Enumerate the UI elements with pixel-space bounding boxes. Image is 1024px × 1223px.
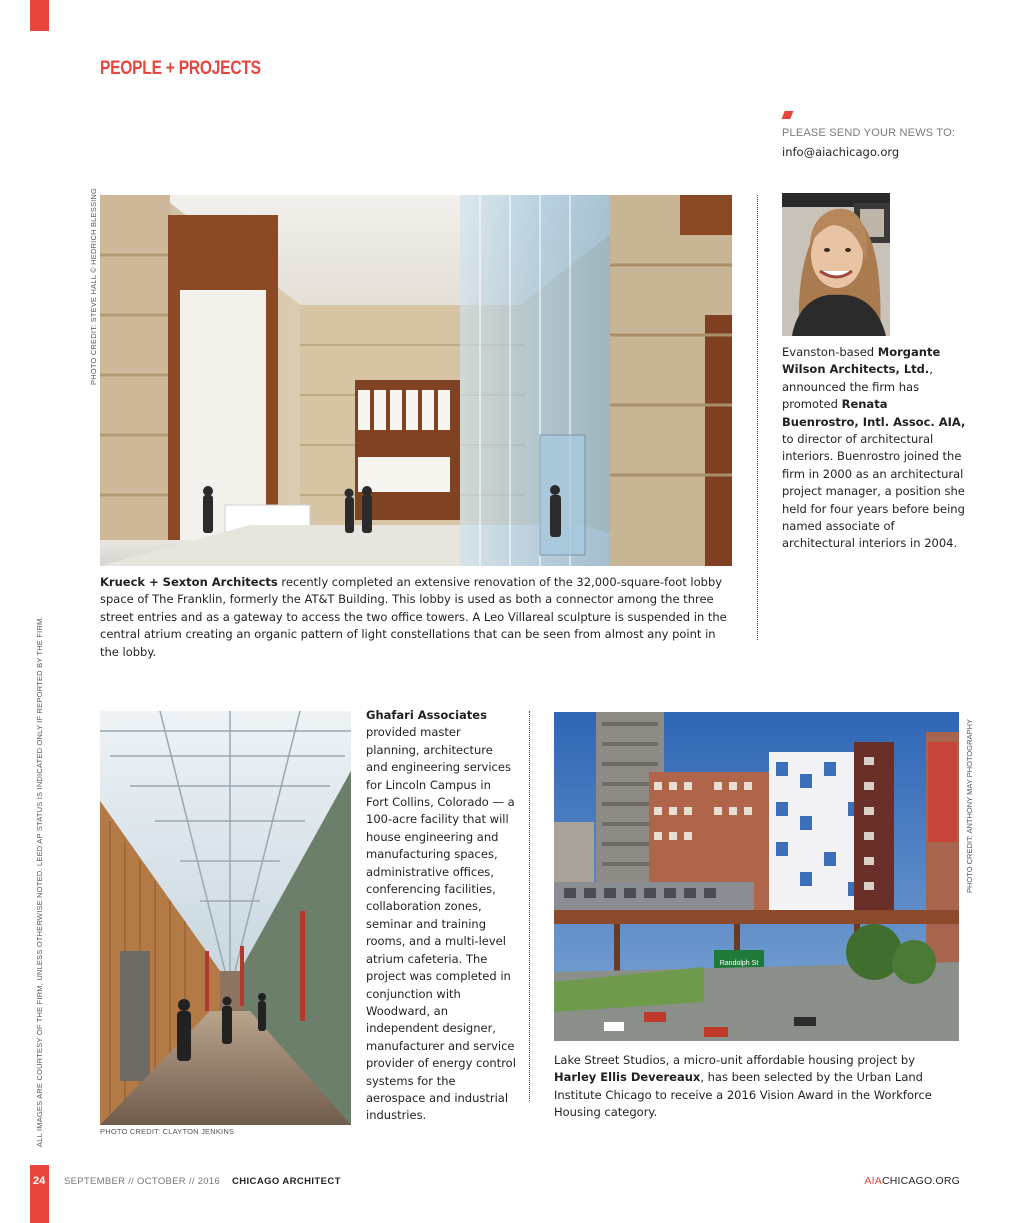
krueck-photo-credit: PHOTO CREDIT: STEVE HALL © HEDRICH BLESSING [89, 187, 98, 385]
krueck-caption-text: recently completed an extensive renovation of the 32,000-square-foot lobby space of The Franklin, formerly the AT&T Building. This lobby is used as both a connector among the three street entries and as a gateway to access the two office towers. A Leo Villareal sculpture is suspended in the central atrium creating an organic pattern of light constellations that can be seen from almost any point in the lobby. [100, 575, 727, 659]
ghafari-text: provided master planning, architecture and engineering services for Lincoln Campus in Fort Collins, Colorado — a 100-acre facility that will house engineering and manufacturing spaces, administrative offices, conferencing facilities, collaboration zones, seminar and training rooms, and a multi-level atrium cafeteria. The project was completed in conjunction with Woodward, an independent designer, manufacturer and service provider of energy control systems for the aerospace and industrial industries. [366, 725, 516, 1123]
lake-street-photo [554, 712, 959, 1041]
issue-date: SEPTEMBER // OCTOBER // 2016 [64, 1176, 221, 1187]
side-image-credit: ALL IMAGES ARE COURTESY OF THE FIRM, UNLESS OTHERWISE NOTED. LEED AP STATUS IS INDICATED ONLY IF REPORTED BY THE FIRM. [35, 616, 44, 1147]
column-divider-top [757, 195, 758, 640]
morgante-text-1: Evanston-based [782, 345, 878, 359]
website-accent: AIA [864, 1175, 882, 1187]
lake-street-firm-name: Harley Ellis Devereaux [554, 1070, 701, 1085]
lake-street-text-1: Lake Street Studios, a micro-unit affordable housing project by [554, 1053, 916, 1067]
news-slash-mark: //////// [782, 110, 791, 122]
column-divider-bottom [529, 711, 530, 1101]
section-title: PEOPLE + PROJECTS [100, 58, 261, 79]
morgante-text-2: , announced the firm has promoted [782, 362, 933, 412]
website-link[interactable] [864, 1175, 960, 1187]
bottom-red-tab [30, 1165, 49, 1223]
news-email-link[interactable]: info@aiachicago.org [782, 145, 900, 159]
page-number: 24 [33, 1175, 46, 1187]
portrait-photo [782, 193, 890, 336]
atrium-photo [100, 711, 351, 1125]
magazine-name: CHICAGO ARCHITECT [232, 1176, 341, 1187]
top-red-tab [30, 0, 49, 31]
krueck-caption [100, 574, 732, 661]
lake-street-photo-credit: PHOTO CREDIT: ANTHONY MAY PHOTOGRAPHY [965, 719, 974, 893]
lake-street-sign-text: Randolph St [719, 960, 759, 967]
lake-street-caption [554, 1052, 959, 1122]
morgante-firm-name: Morgante Wilson Architects, Ltd. [782, 345, 941, 377]
ghafari-firm-name: Ghafari Associates [366, 708, 487, 722]
lake-street-text-2: , has been selected by the Urban Land Institute Chicago to receive a 2016 Vision Award in the Workforce Housing category. [554, 1070, 932, 1120]
morgante-text-3: to director of architectural interiors. Buenrostro joined the firm in 2000 as an architectural project manager, a position she held for four years before being named associate of architectural interiors in 2004. [782, 432, 965, 551]
krueck-firm-name: Krueck + Sexton Architects [100, 575, 278, 589]
morgante-person-name: Renata Buenrostro, Intl. Assoc. AIA, [782, 397, 966, 429]
morgante-news-item [782, 344, 968, 553]
ghafari-news-item [366, 707, 516, 1125]
ghafari-photo-credit: PHOTO CREDIT: CLAYTON JENKINS [100, 1127, 235, 1136]
news-label: PLEASE SEND YOUR NEWS TO: [782, 127, 956, 139]
website-rest: CHICAGO.ORG [881, 1175, 960, 1187]
lobby-photo [100, 195, 732, 566]
